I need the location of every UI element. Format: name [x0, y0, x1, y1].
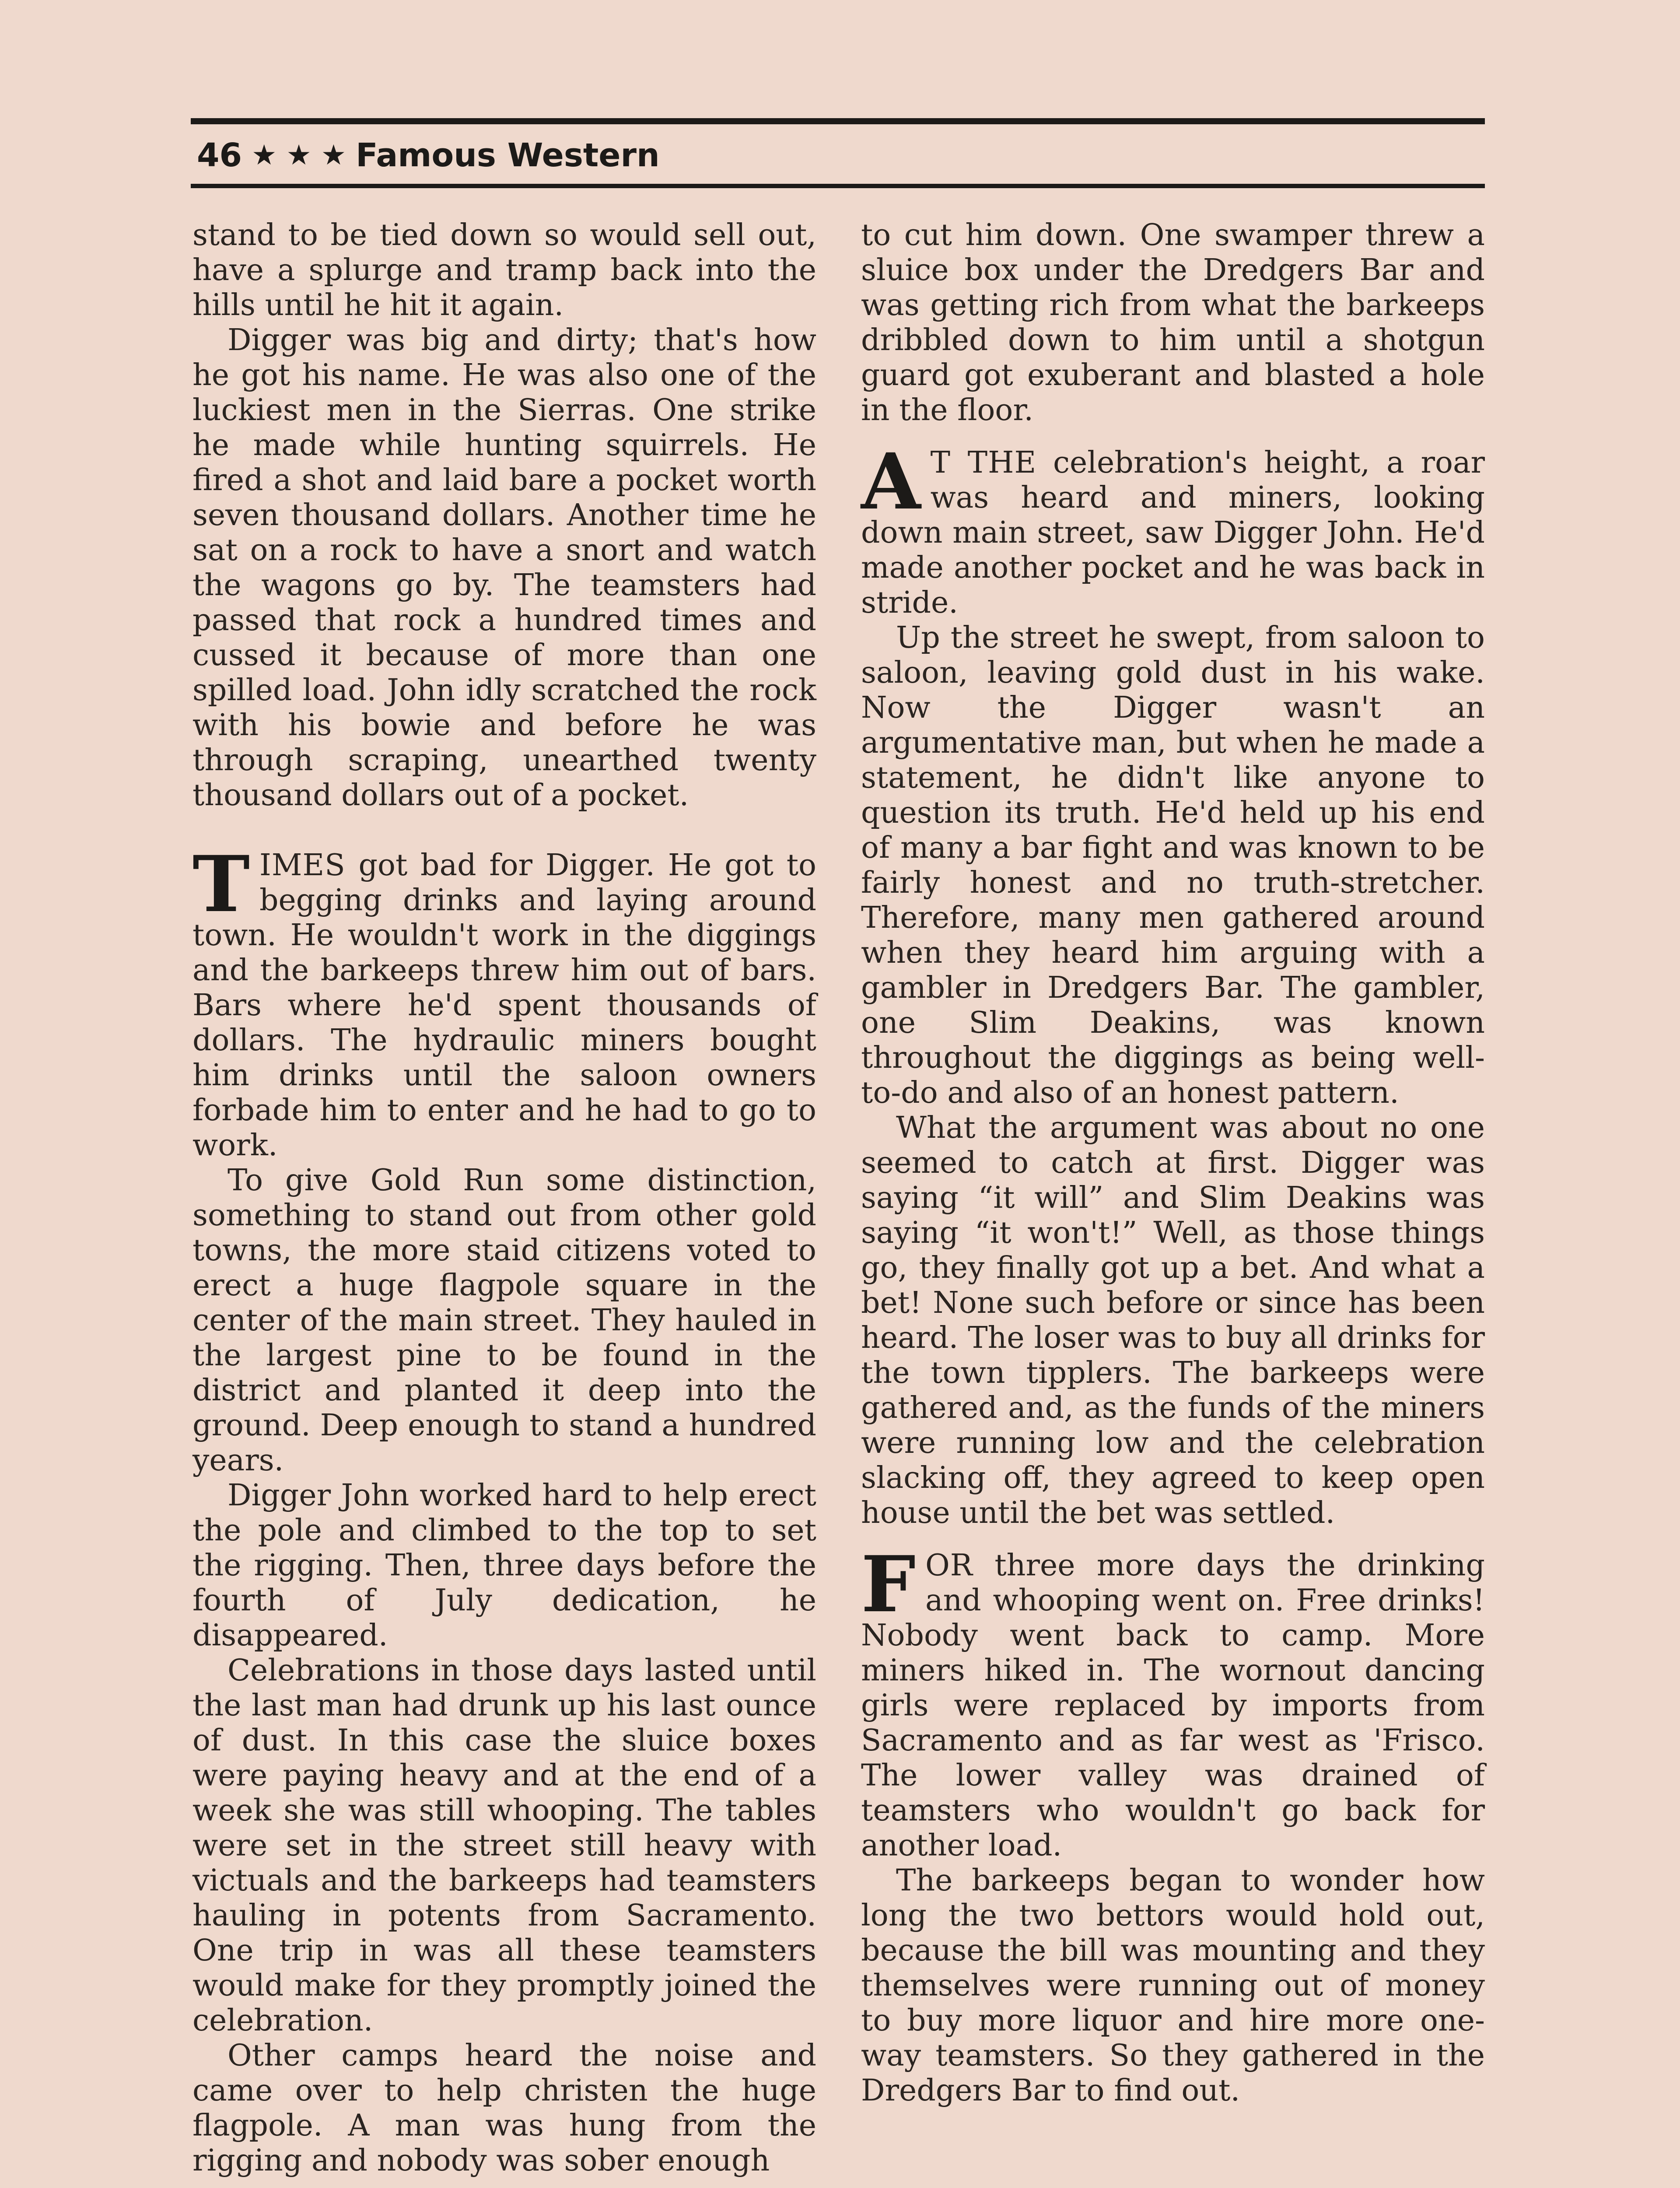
left-column: [192, 218, 816, 2178]
small-caps-lead: OR: [925, 1548, 973, 1583]
header-bottom-rule: [191, 184, 1485, 188]
paragraph: stand to be tied down so would sell out, have a splurge and tramp back into the hills until he hit it again.: [192, 218, 816, 323]
star-icon: ★: [286, 139, 312, 172]
page-number: 46: [197, 137, 242, 174]
paragraph: to cut him down. One swamper threw a sluice box under the Dredgers Bar and was getting rich from what the barkeeps dribbled down to him until a shotgun guard got exuberant and blasted a hole in the floor.: [861, 218, 1485, 428]
small-caps-lead: T THE: [930, 445, 1037, 480]
paragraph: The barkeeps began to wonder how long the two bettors would hold out, because the bill was mounting and they themselves were running out of money to buy more liquor and hire more one-way teamsters. So they gathered in the Dredgers Bar to find out.: [861, 1863, 1485, 2108]
drop-cap: A: [861, 436, 921, 527]
small-caps-lead: IMES: [259, 848, 346, 883]
paragraph-text: three more days the drinking and whooping went on. Free drinks! Nobody went back to camp. More miners hiked in. The wornout dancing girls were replaced by imports from Sacramento and as far west as 'Frisco. The lower valley was drained of teamsters who wouldn't go back for another load.: [861, 1548, 1485, 1863]
running-header: [197, 131, 660, 179]
paragraph: Digger John worked hard to help erect the pole and climbed to the top to set the rigging. Then, three days before the fourth of July dedication, he disappeared.: [192, 1478, 816, 1653]
paragraph: Up the street he swept, from saloon to saloon, leaving gold dust in his wake. Now the Digger wasn't an argumentative man, but when he made a statement, he didn't like anyone to question its truth. He'd held up his end of many a bar fight and was known to be fairly honest and no truth-stretcher. Therefore, many men gathered around when they heard him arguing with a gambler in Dredgers Bar. The gambler, one Slim Deakins, was known throughout the diggings as being well-to-do and also of an honest pattern.: [861, 621, 1485, 1110]
paragraph-text: celebration's height, a roar was heard and miners, looking down main street, saw Digger John. He'd made another pocket and he was back in stride.: [861, 445, 1485, 620]
star-icon: ★: [251, 139, 277, 172]
paragraph: Digger was big and dirty; that's how he got his name. He was also one of the luckiest men in the Sierras. One strike he made while hunting squirrels. He fired a shot and laid bare a pocket worth seven thousand dollars. Another time he sat on a rock to have a snort and watch the wagons go by. The teamsters had passed that rock a hundred times and cussed it because of more than one spilled load. John idly scratched the rock with his bowie and before he was through scraping, unearthed twenty thousand dollars out of a pocket.: [192, 323, 816, 813]
paragraph: To give Gold Run some distinction, something to stand out from other gold towns, the more staid citizens voted to erect a huge flagpole square in the center of the main street. They hauled in the largest pine to be found in the district and planted it deep into the ground. Deep enough to stand a hundred years.: [192, 1163, 816, 1478]
header-top-rule: [191, 118, 1485, 124]
section-paragraph: [192, 839, 816, 1163]
drop-cap: T: [192, 839, 250, 929]
section-paragraph: [861, 1539, 1485, 1863]
paragraph: Other camps heard the noise and came over to help christen the huge flagpole. A man was hung from the rigging and nobody was sober enough: [192, 2038, 816, 2178]
paragraph-text: got bad for Digger. He got to begging drinks and laying around town. He wouldn't work in the diggings and the barkeeps threw him out of bars. Bars where he'd spent thousands of dollars. The hydraulic miners bought him drinks until the saloon owners forbade him to enter and he had to go to work.: [192, 848, 816, 1163]
star-icon: ★: [321, 139, 346, 172]
magazine-title: Famous Western: [356, 137, 660, 174]
paragraph: Celebrations in those days lasted until the last man had drunk up his last ounce of dust. In this case the sluice boxes were paying heavy and at the end of a week she was still whooping. The tables were set in the street still heavy with victuals and the barkeeps had teamsters hauling in potents from Sacramento. One trip in was all these teamsters would make for they promptly joined the celebration.: [192, 1653, 816, 2038]
right-column: [861, 218, 1485, 2108]
paragraph: What the argument was about no one seemed to catch at first. Digger was saying “it will” and Slim Deakins was saying “it won't!” Well, as those things go, they finally got up a bet. And what a bet! None such before or since has been heard. The loser was to buy all drinks for the town tipplers. The barkeeps were gathered and, as the funds of the miners were running low and the celebration slacking off, they agreed to keep open house until the bet was settled.: [861, 1111, 1485, 1530]
drop-cap: F: [861, 1539, 916, 1630]
section-paragraph: [861, 436, 1485, 621]
